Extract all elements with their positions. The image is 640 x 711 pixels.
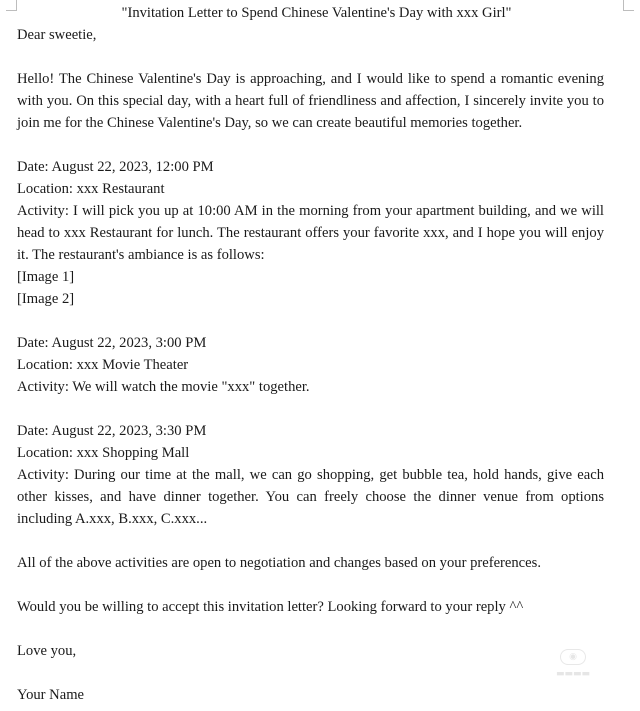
event-activity: Activity: I will pick you up at 10:00 AM in the morning from your apartment building, and we will head to xxx Restaurant for lunch. The restaurant offers your favorite xxx, and I hope you will enjoy it. The restaurant's ambiance is as follows: <box>17 203 604 263</box>
event-block-movie <box>17 332 604 398</box>
event-location: Location: xxx Restaurant <box>17 181 165 197</box>
page-corner-mark-left <box>6 0 17 11</box>
spacer <box>17 134 604 156</box>
watermark-logo <box>538 649 608 685</box>
event-location: Location: xxx Shopping Mall <box>17 445 190 461</box>
closing-line: Love you, <box>17 643 77 659</box>
event-activity: Activity: We will watch the movie "xxx" together. <box>17 379 310 395</box>
event-date: Date: August 22, 2023, 12:00 PM <box>17 159 214 175</box>
spacer <box>17 310 604 332</box>
event-block-mall <box>17 420 604 530</box>
watermark-badge-icon: ◉ <box>560 649 586 665</box>
spacer <box>17 574 604 596</box>
negotiation-note: All of the above activities are open to negotiation and changes based on your preferences. <box>17 555 541 571</box>
event-location: Location: xxx Movie Theater <box>17 357 189 373</box>
image-placeholder-1: [Image 1] <box>17 269 75 285</box>
spacer <box>17 398 604 420</box>
event-date: Date: August 22, 2023, 3:00 PM <box>17 335 207 351</box>
greeting: Dear sweetie, <box>17 27 97 43</box>
question-line: Would you be willing to accept this invitation letter? Looking forward to your reply ^^ <box>17 599 524 615</box>
page-corner-mark-right <box>623 0 634 11</box>
spacer <box>17 530 604 552</box>
spacer <box>17 662 604 684</box>
image-placeholder-2: [Image 2] <box>17 291 75 307</box>
spacer <box>17 46 604 68</box>
document-title: "Invitation Letter to Spend Chinese Valentine's Day with xxx Girl" <box>121 5 512 21</box>
spacer <box>17 618 604 640</box>
event-activity: Activity: During our time at the mall, we can go shopping, get bubble tea, hold hands, give each other kisses, and have dinner together. You can freely choose the dinner venue from options including A.xxx, B.xxx, C.xxx... <box>17 467 604 527</box>
watermark-stripe-icon: ▬▬▬▬ <box>555 669 590 679</box>
event-block-restaurant <box>17 156 604 310</box>
signature: Your Name <box>17 687 85 703</box>
event-date: Date: August 22, 2023, 3:30 PM <box>17 423 207 439</box>
intro-paragraph: Hello! The Chinese Valentine's Day is approaching, and I would like to spend a romantic evening with you. On this special day, with a heart full of friendliness and affection, I sincerely invite you to join me for the Chinese Valentine's Day, so we can create beautiful memories together. <box>17 71 604 131</box>
